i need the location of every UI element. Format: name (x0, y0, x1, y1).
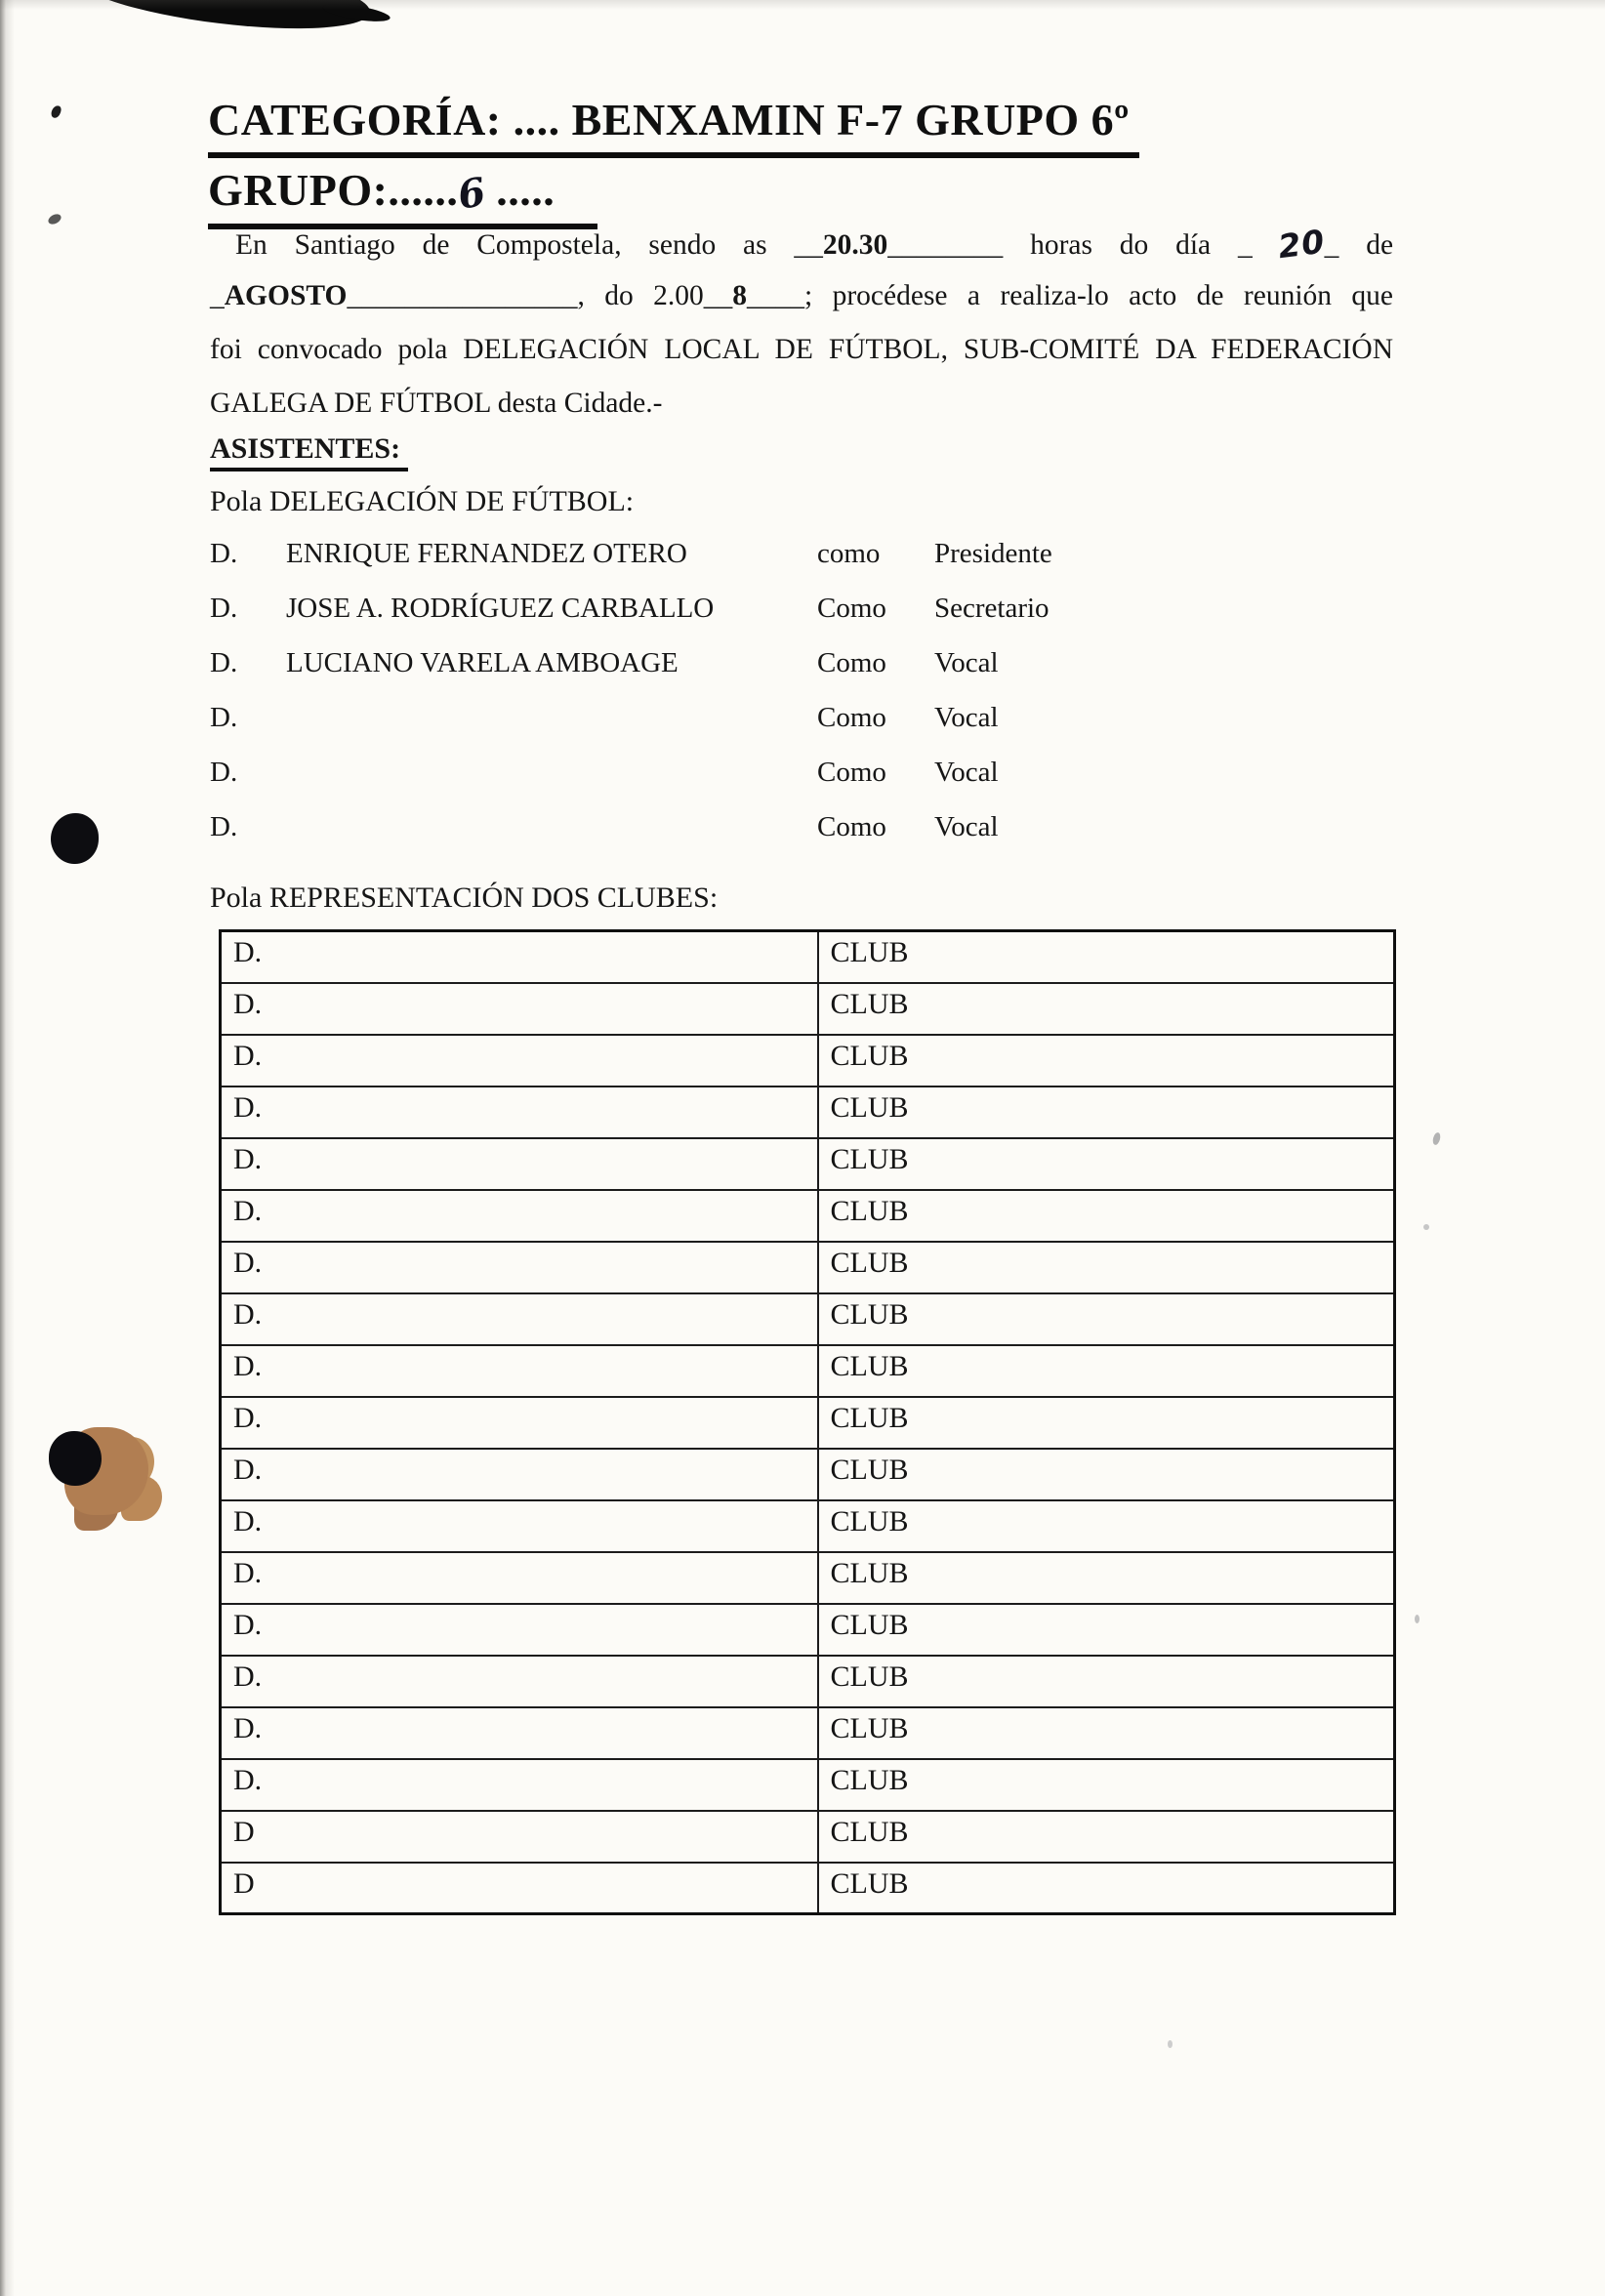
club-row (221, 1138, 1395, 1190)
club-row-person-cell: D. (221, 1035, 818, 1086)
attendee-como: Como (817, 702, 886, 733)
club-row (221, 1293, 1395, 1345)
attendee-prefix: D. (210, 593, 238, 624)
club-row-person-cell: D. (221, 1397, 818, 1449)
club-row-club-cell: CLUB (818, 1035, 1395, 1086)
attendee-role: Vocal (934, 757, 999, 788)
attendee-como: Como (817, 811, 886, 842)
club-row-club-cell: CLUB (818, 1707, 1395, 1759)
scan-artifact-speck (1168, 2040, 1173, 2048)
scan-artifact-speck (1415, 1615, 1420, 1623)
club-row-person-cell: D. (221, 983, 818, 1035)
attendee-como: como (817, 538, 881, 569)
club-row-person-cell: D. (221, 1190, 818, 1242)
grupo-label: GRUPO:...... (208, 165, 459, 216)
intro-l1-text: de (1366, 229, 1394, 261)
asistentes-heading: ASISTENTES: (210, 432, 408, 472)
club-row-club-cell: CLUB (818, 1242, 1395, 1293)
attendee-role: Vocal (934, 647, 999, 678)
title-text: CATEGORÍA: .... BENXAMIN F-7 GRUPO 6º (208, 88, 1139, 158)
club-row (221, 1035, 1395, 1086)
club-row-club-cell: CLUB (818, 1863, 1395, 1914)
club-row-person-cell: D. (221, 1552, 818, 1604)
scan-artifact-speck (1423, 1224, 1429, 1230)
club-row (221, 1086, 1395, 1138)
club-row-person-cell: D. (221, 1242, 818, 1293)
club-row-club-cell: CLUB (818, 1293, 1395, 1345)
attendee-row (210, 538, 1284, 593)
attendee-prefix: D. (210, 647, 238, 678)
scan-artifact-speck (1431, 1131, 1441, 1145)
intro-line-4: GALEGA DE FÚTBOL desta Cidade.- (210, 388, 663, 419)
club-row (221, 1759, 1395, 1811)
meeting-number-value: 8 (732, 280, 747, 311)
club-row-club-cell: CLUB (818, 1604, 1395, 1656)
intro-l2-text: , do 2.00 (577, 280, 704, 311)
attendee-prefix: D. (210, 538, 238, 569)
grupo-trailing-dots: ..... (496, 165, 556, 216)
club-row-club-cell: CLUB (818, 1552, 1395, 1604)
attendee-row (210, 811, 1284, 866)
club-row-club-cell: CLUB (818, 1190, 1395, 1242)
intro-line-2 (210, 269, 1393, 323)
club-row (221, 931, 1395, 983)
attendee-row (210, 702, 1284, 757)
scan-artifact-stain (43, 1417, 170, 1535)
attendee-name: ENRIQUE FERNANDEZ OTERO (286, 538, 687, 569)
club-row-person-cell: D (221, 1863, 818, 1914)
club-row-person-cell: D. (221, 1656, 818, 1707)
attendee-role: Vocal (934, 811, 999, 842)
attendee-prefix: D. (210, 811, 238, 842)
club-row (221, 1242, 1395, 1293)
club-row (221, 1449, 1395, 1500)
club-row (221, 1500, 1395, 1552)
delegation-list (210, 538, 1284, 866)
club-row-club-cell: CLUB (818, 1086, 1395, 1138)
clubs-heading: Pola REPRESENTACIÓN DOS CLUBES: (210, 882, 719, 914)
club-row (221, 1863, 1395, 1914)
club-row (221, 1552, 1395, 1604)
club-row-person-cell: D. (221, 931, 818, 983)
attendee-como: Como (817, 593, 886, 624)
blank-underscores: _ (1324, 229, 1339, 261)
scan-artifact-ink-blot (51, 813, 99, 864)
meeting-month-value: AGOSTO (224, 280, 348, 311)
handwritten-day-value: 20 (1275, 222, 1328, 266)
club-row-club-cell: CLUB (818, 1811, 1395, 1863)
club-row (221, 1656, 1395, 1707)
intro-l1-text: horas do día (1030, 229, 1212, 261)
attendee-como: Como (817, 647, 886, 678)
club-row-club-cell: CLUB (818, 931, 1395, 983)
blank-underscores: _ (210, 280, 225, 311)
delegation-heading: Pola DELEGACIÓN DE FÚTBOL: (210, 485, 635, 517)
blank-underscores: ________________ (347, 280, 578, 311)
scan-artifact-tick (47, 212, 63, 226)
club-row-person-cell: D. (221, 1759, 818, 1811)
club-row-club-cell: CLUB (818, 1500, 1395, 1552)
intro-paragraph (210, 216, 1393, 430)
blank-underscores: __ (703, 280, 733, 311)
title-block (208, 88, 1139, 229)
club-row (221, 1707, 1395, 1759)
attendee-como: Como (817, 757, 886, 788)
club-row-person-cell: D (221, 1811, 818, 1863)
club-row-person-cell: D. (221, 1345, 818, 1397)
club-row-person-cell: D. (221, 1449, 818, 1500)
blank-underscores: __ (794, 229, 823, 261)
attendee-prefix: D. (210, 702, 238, 733)
blank-underscores: ________ (887, 229, 1004, 261)
club-row-club-cell: CLUB (818, 1138, 1395, 1190)
club-row-person-cell: D. (221, 1707, 818, 1759)
club-row-person-cell: D. (221, 1293, 818, 1345)
intro-line-3: foi convocado pola DELEGACIÓN LOCAL DE FÚTBOL, SUB-COMITÉ DA FEDERACIÓN (210, 334, 1393, 365)
club-row-club-cell: CLUB (818, 1397, 1395, 1449)
attendee-name: LUCIANO VARELA AMBOAGE (286, 647, 679, 678)
attendee-row (210, 757, 1284, 811)
intro-l1-text: En Santiago de Compostela, sendo as (235, 229, 767, 261)
club-row-club-cell: CLUB (818, 1656, 1395, 1707)
club-row-person-cell: D. (221, 1138, 818, 1190)
blank-underscores: _ (1237, 229, 1253, 261)
attendee-role: Vocal (934, 702, 999, 733)
club-row (221, 1397, 1395, 1449)
page-title (208, 88, 1139, 158)
scan-artifact-stain-center (49, 1431, 102, 1486)
scan-artifact-dot (50, 104, 62, 119)
scan-edge-shadow-left (0, 0, 16, 2296)
attendee-role: Presidente (934, 538, 1052, 569)
club-row (221, 1604, 1395, 1656)
blank-underscores: ____ (747, 280, 804, 311)
attendee-prefix: D. (210, 757, 238, 788)
club-row-person-cell: D. (221, 1604, 818, 1656)
handwritten-group-number: 6 (454, 169, 489, 220)
clubs-table-body (221, 931, 1395, 1914)
meeting-time-value: 20.30 (822, 229, 888, 261)
scan-edge-shadow-top (0, 0, 1605, 10)
attendee-name: JOSE A. RODRÍGUEZ CARBALLO (286, 593, 715, 624)
club-row-club-cell: CLUB (818, 1345, 1395, 1397)
club-row-club-cell: CLUB (818, 1759, 1395, 1811)
intro-line-1 (210, 216, 1393, 269)
club-row (221, 983, 1395, 1035)
attendee-row (210, 593, 1284, 647)
club-row-person-cell: D. (221, 1500, 818, 1552)
club-row (221, 1190, 1395, 1242)
clubs-table (219, 929, 1396, 1915)
attendee-role: Secretario (934, 593, 1049, 624)
attendee-row (210, 647, 1284, 702)
intro-l2-text: ; procédese a realiza-lo acto de reunión que (804, 280, 1394, 311)
club-row-person-cell: D. (221, 1086, 818, 1138)
club-row (221, 1345, 1395, 1397)
club-row-club-cell: CLUB (818, 1449, 1395, 1500)
club-row (221, 1811, 1395, 1863)
club-row-club-cell: CLUB (818, 983, 1395, 1035)
